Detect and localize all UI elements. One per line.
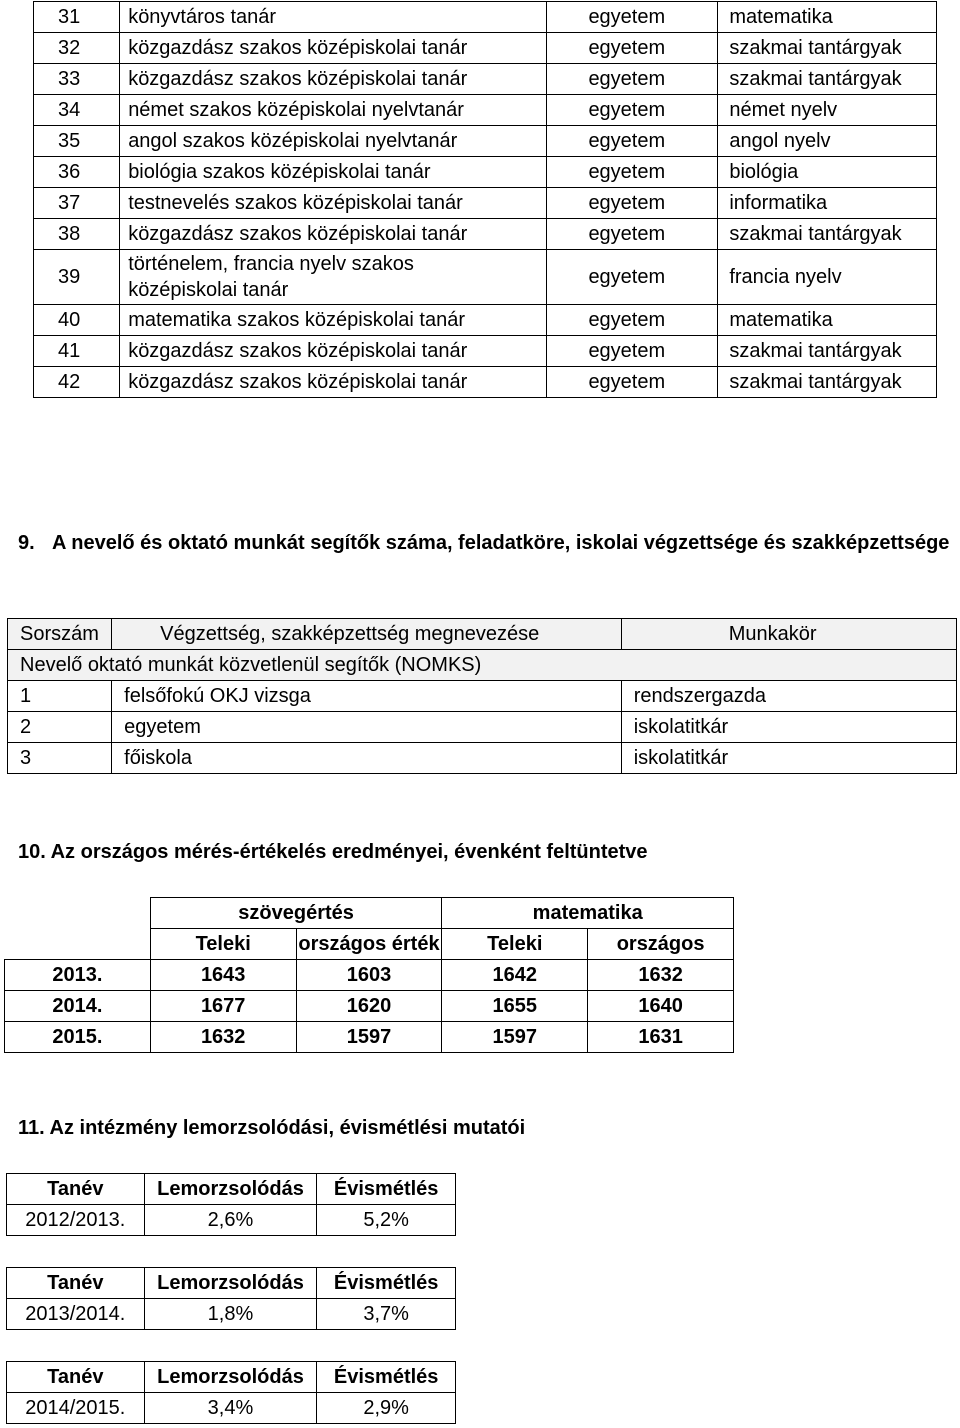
table-row bbox=[34, 188, 937, 219]
repeat-rate: 3,7% bbox=[317, 1299, 456, 1330]
teacher-title: közgazdász szakos középiskolai tanár bbox=[120, 64, 547, 95]
table-row bbox=[34, 157, 937, 188]
score-cell: 1643 bbox=[150, 960, 296, 991]
degree: egyetem bbox=[547, 250, 718, 305]
degree: egyetem bbox=[547, 188, 718, 219]
column-header: Teleki bbox=[150, 929, 296, 960]
table-subheader-row bbox=[8, 650, 957, 681]
dropout-rate: 1,8% bbox=[144, 1299, 317, 1330]
score-cell: 1597 bbox=[442, 1022, 588, 1053]
degree: egyetem bbox=[547, 2, 718, 33]
degree: egyetem bbox=[547, 305, 718, 336]
score-cell: 1603 bbox=[296, 960, 442, 991]
table-header-row bbox=[7, 1174, 456, 1205]
teacher-title-line: történelem, francia nyelv szakos bbox=[128, 253, 414, 275]
table-row bbox=[34, 64, 937, 95]
table-row bbox=[34, 250, 937, 305]
column-header: Tanév bbox=[7, 1268, 145, 1299]
row-number: 41 bbox=[34, 336, 120, 367]
subject: szakmai tantárgyak bbox=[718, 367, 937, 398]
row-number: 39 bbox=[34, 250, 120, 305]
score-cell: 1632 bbox=[588, 960, 734, 991]
table-row bbox=[8, 712, 957, 743]
column-header: Évismétlés bbox=[317, 1174, 456, 1205]
degree: egyetem bbox=[547, 126, 718, 157]
subject: szakmai tantárgyak bbox=[718, 219, 937, 250]
column-header: Tanév bbox=[7, 1362, 145, 1393]
section-title: A nevelő és oktató munkát segítők száma, feladatköre, iskolai végzettsége és szakképzettsége bbox=[52, 532, 950, 554]
dropout-table-2013-2014 bbox=[6, 1267, 456, 1330]
table-row bbox=[7, 1393, 456, 1424]
subject: német nyelv bbox=[718, 95, 937, 126]
score-cell: 1677 bbox=[150, 991, 296, 1022]
job-role: rendszergazda bbox=[621, 681, 956, 712]
table-header-row bbox=[5, 898, 734, 929]
row-number: 38 bbox=[34, 219, 120, 250]
qualification: egyetem bbox=[112, 712, 622, 743]
column-header: Lemorzsolódás bbox=[144, 1174, 317, 1205]
repeat-rate: 2,9% bbox=[317, 1393, 456, 1424]
table-row bbox=[34, 305, 937, 336]
table-row bbox=[7, 1299, 456, 1330]
degree: egyetem bbox=[547, 33, 718, 64]
table-row bbox=[34, 219, 937, 250]
teacher-title: angol szakos középiskolai nyelvtanár bbox=[120, 126, 547, 157]
qualification: felsőfokú OKJ vizsga bbox=[112, 681, 622, 712]
results-table bbox=[4, 897, 734, 1053]
table-row bbox=[5, 991, 734, 1022]
subject: szakmai tantárgyak bbox=[718, 64, 937, 95]
column-header: Tanév bbox=[7, 1174, 145, 1205]
subject: biológia bbox=[718, 157, 937, 188]
table-row bbox=[34, 33, 937, 64]
school-year: 2013/2014. bbox=[7, 1299, 145, 1330]
section-11-heading: 11. Az intézmény lemorzsolódási, évismétlési mutatói bbox=[18, 1117, 526, 1139]
section-10-heading: 10. Az országos mérés-értékelés eredményei, évenként feltüntetve bbox=[18, 841, 648, 863]
teacher-title: biológia szakos középiskolai tanár bbox=[120, 157, 547, 188]
teacher-title: közgazdász szakos középiskolai tanár bbox=[120, 219, 547, 250]
column-header: Lemorzsolódás bbox=[144, 1268, 317, 1299]
row-number: 1 bbox=[8, 681, 112, 712]
subject: francia nyelv bbox=[718, 250, 937, 305]
row-number: 2 bbox=[8, 712, 112, 743]
job-role: iskolatitkár bbox=[621, 712, 956, 743]
column-header: Munkakör bbox=[621, 619, 956, 650]
teacher-title: közgazdász szakos középiskolai tanár bbox=[120, 367, 547, 398]
subject: angol nyelv bbox=[718, 126, 937, 157]
table-row bbox=[8, 681, 957, 712]
table-row bbox=[8, 743, 957, 774]
score-cell: 1620 bbox=[296, 991, 442, 1022]
teacher-title: közgazdász szakos középiskolai tanár bbox=[120, 33, 547, 64]
column-header: Végzettség, szakképzettség megnevezése bbox=[112, 619, 622, 650]
column-header: országos érték bbox=[296, 929, 442, 960]
degree: egyetem bbox=[547, 95, 718, 126]
table-row bbox=[34, 336, 937, 367]
column-header: országos bbox=[588, 929, 734, 960]
year-cell: 2014. bbox=[5, 991, 151, 1022]
section-number: 9. bbox=[18, 532, 35, 554]
score-cell: 1597 bbox=[296, 1022, 442, 1053]
teacher-title: könyvtáros tanár bbox=[120, 2, 547, 33]
degree: egyetem bbox=[547, 64, 718, 95]
score-cell: 1640 bbox=[588, 991, 734, 1022]
row-number: 35 bbox=[34, 126, 120, 157]
teacher-table bbox=[33, 1, 937, 398]
row-number: 42 bbox=[34, 367, 120, 398]
column-header: Évismétlés bbox=[317, 1268, 456, 1299]
score-cell: 1631 bbox=[588, 1022, 734, 1053]
table-row bbox=[7, 1205, 456, 1236]
degree: egyetem bbox=[547, 157, 718, 188]
group-header: Nevelő oktató munkát közvetlenül segítők (NOMKS) bbox=[8, 650, 957, 681]
subject: informatika bbox=[718, 188, 937, 219]
staff-table bbox=[7, 618, 957, 774]
column-header: Évismétlés bbox=[317, 1362, 456, 1393]
year-cell: 2015. bbox=[5, 1022, 151, 1053]
column-header: Sorszám bbox=[8, 619, 112, 650]
score-cell: 1655 bbox=[442, 991, 588, 1022]
column-group-header: szövegértés bbox=[150, 898, 442, 929]
qualification: főiskola bbox=[112, 743, 622, 774]
row-number: 31 bbox=[34, 2, 120, 33]
table-header-row bbox=[7, 1362, 456, 1393]
subject: szakmai tantárgyak bbox=[718, 336, 937, 367]
column-header: Lemorzsolódás bbox=[144, 1362, 317, 1393]
row-number: 3 bbox=[8, 743, 112, 774]
school-year: 2014/2015. bbox=[7, 1393, 145, 1424]
degree: egyetem bbox=[547, 219, 718, 250]
row-number: 37 bbox=[34, 188, 120, 219]
row-number: 33 bbox=[34, 64, 120, 95]
table-row bbox=[34, 126, 937, 157]
teacher-title bbox=[120, 250, 547, 305]
table-row bbox=[5, 960, 734, 991]
dropout-rate: 2,6% bbox=[144, 1205, 317, 1236]
empty-corner-cell bbox=[5, 898, 151, 960]
degree: egyetem bbox=[547, 336, 718, 367]
subject: matematika bbox=[718, 305, 937, 336]
table-row bbox=[34, 95, 937, 126]
row-number: 32 bbox=[34, 33, 120, 64]
score-cell: 1642 bbox=[442, 960, 588, 991]
row-number: 40 bbox=[34, 305, 120, 336]
dropout-table-2012-2013 bbox=[6, 1173, 456, 1236]
row-number: 34 bbox=[34, 95, 120, 126]
teacher-title: testnevelés szakos középiskolai tanár bbox=[120, 188, 547, 219]
job-role: iskolatitkár bbox=[621, 743, 956, 774]
teacher-title: közgazdász szakos középiskolai tanár bbox=[120, 336, 547, 367]
teacher-title-line: középiskolai tanár bbox=[128, 279, 289, 301]
dropout-table-2014-2015 bbox=[6, 1361, 456, 1424]
repeat-rate: 5,2% bbox=[317, 1205, 456, 1236]
column-header: Teleki bbox=[442, 929, 588, 960]
score-cell: 1632 bbox=[150, 1022, 296, 1053]
row-number: 36 bbox=[34, 157, 120, 188]
teacher-title: német szakos középiskolai nyelvtanár bbox=[120, 95, 547, 126]
table-row bbox=[34, 367, 937, 398]
column-group-header: matematika bbox=[442, 898, 734, 929]
subject: matematika bbox=[718, 2, 937, 33]
table-row bbox=[34, 2, 937, 33]
teacher-table-body bbox=[34, 2, 937, 398]
year-cell: 2013. bbox=[5, 960, 151, 991]
school-year: 2012/2013. bbox=[7, 1205, 145, 1236]
table-row bbox=[5, 1022, 734, 1053]
section-9-heading bbox=[18, 528, 954, 558]
subject: szakmai tantárgyak bbox=[718, 33, 937, 64]
teacher-title: matematika szakos középiskolai tanár bbox=[120, 305, 547, 336]
table-header-row bbox=[8, 619, 957, 650]
dropout-rate: 3,4% bbox=[144, 1393, 317, 1424]
table-header-row bbox=[7, 1268, 456, 1299]
degree: egyetem bbox=[547, 367, 718, 398]
